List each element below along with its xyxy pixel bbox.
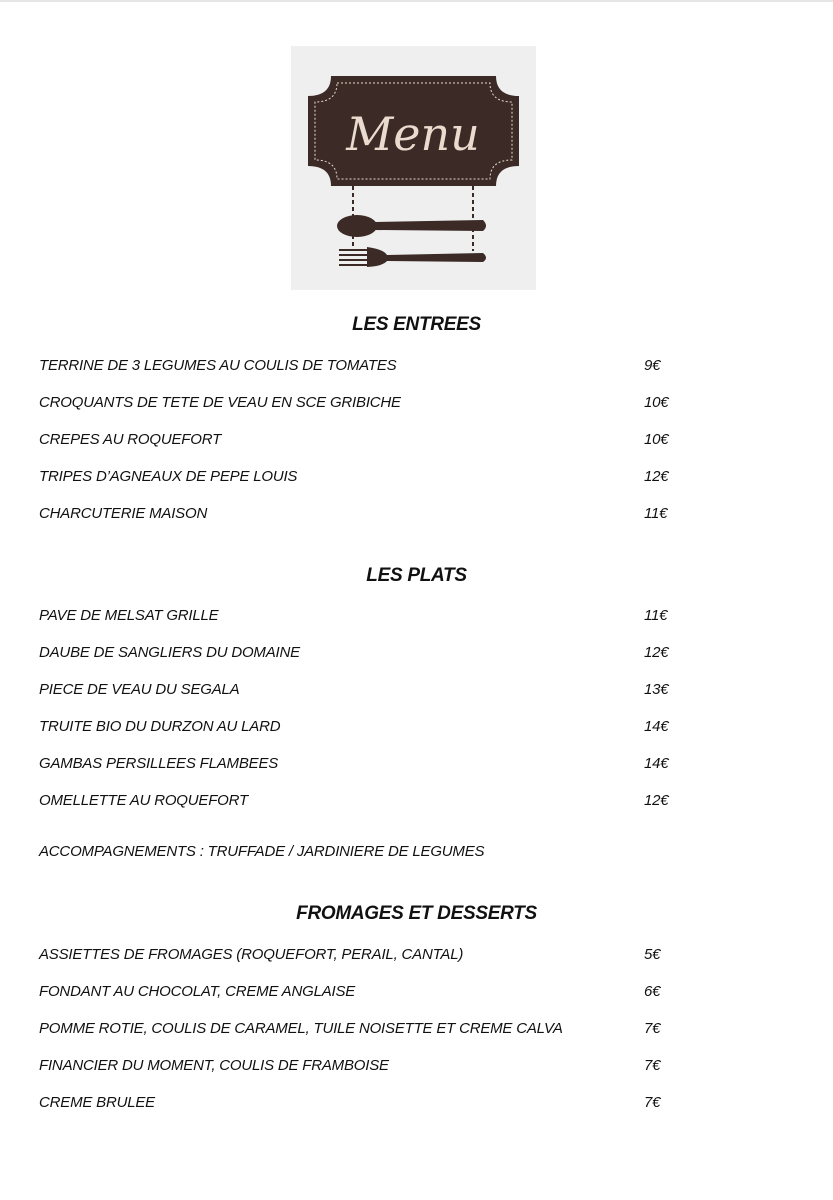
item-name: TRIPES D’AGNEAUX DE PEPE LOUIS	[39, 468, 298, 485]
item-name: ASSIETTES DE FROMAGES (ROQUEFORT, PERAIL, CANTAL)	[39, 946, 464, 963]
item-price: 12€	[644, 792, 669, 809]
item-name: CHARCUTERIE MAISON	[39, 505, 208, 522]
item-price: 7€	[644, 1094, 661, 1111]
section-title-entrees: LES ENTREES	[352, 314, 481, 335]
item-name: CROQUANTS DE TETE DE VEAU EN SCE GRIBICHE	[39, 394, 401, 411]
menu-item	[39, 718, 679, 740]
item-name: FONDANT AU CHOCOLAT, CREME ANGLAISE	[39, 983, 356, 1000]
menu-item	[39, 1057, 679, 1079]
item-price: 11€	[644, 505, 668, 522]
item-name: TERRINE DE 3 LEGUMES AU COULIS DE TOMATES	[39, 357, 397, 374]
menu-item	[39, 644, 679, 666]
menu-item	[39, 755, 679, 777]
menu-item	[39, 394, 679, 416]
item-price: 6€	[644, 983, 661, 1000]
item-price: 12€	[644, 644, 669, 661]
menu-logo	[291, 46, 536, 290]
item-name: CREPES AU ROQUEFORT	[39, 431, 222, 448]
item-name: DAUBE DE SANGLIERS DU DOMAINE	[39, 644, 300, 661]
section-title-plats: LES PLATS	[366, 565, 467, 586]
item-price: 7€	[644, 1020, 661, 1037]
item-price: 7€	[644, 1057, 661, 1074]
item-price: 13€	[644, 681, 669, 698]
menu-item	[39, 431, 679, 453]
accompaniments-note: ACCOMPAGNEMENTS : TRUFFADE / JARDINIERE DE LEGUMES	[39, 843, 485, 860]
menu-item	[39, 1020, 679, 1042]
item-name: POMME ROTIE, COULIS DE CARAMEL, TUILE NOISETTE ET CREME CALVA	[39, 1020, 563, 1037]
item-price: 14€	[644, 755, 669, 772]
item-price: 14€	[644, 718, 669, 735]
item-price: 9€	[644, 357, 661, 374]
item-name: CREME BRULEE	[39, 1094, 155, 1111]
item-name: GAMBAS PERSILLEES FLAMBEES	[39, 755, 279, 772]
item-name: PIECE DE VEAU DU SEGALA	[39, 681, 240, 698]
item-price: 12€	[644, 468, 669, 485]
section-title-fromages-desserts: FROMAGES ET DESSERTS	[296, 903, 537, 924]
item-name: TRUITE BIO DU DURZON AU LARD	[39, 718, 281, 735]
menu-item	[39, 681, 679, 703]
menu-item	[39, 792, 679, 814]
item-price: 5€	[644, 946, 661, 963]
menu-item	[39, 468, 679, 490]
top-border	[0, 0, 833, 2]
menu-item	[39, 607, 679, 629]
menu-item	[39, 1094, 679, 1116]
menu-item	[39, 983, 679, 1005]
menu-item	[39, 946, 679, 968]
svg-text:Menu: Menu	[346, 107, 480, 161]
menu-item	[39, 505, 679, 527]
item-price: 10€	[644, 394, 669, 411]
menu-sign-icon	[291, 46, 536, 290]
item-name: FINANCIER DU MOMENT, COULIS DE FRAMBOISE	[39, 1057, 389, 1074]
item-price: 11€	[644, 607, 668, 624]
item-name: PAVE DE MELSAT GRILLE	[39, 607, 219, 624]
menu-item	[39, 357, 679, 379]
item-name: OMELLETTE AU ROQUEFORT	[39, 792, 248, 809]
item-price: 10€	[644, 431, 669, 448]
